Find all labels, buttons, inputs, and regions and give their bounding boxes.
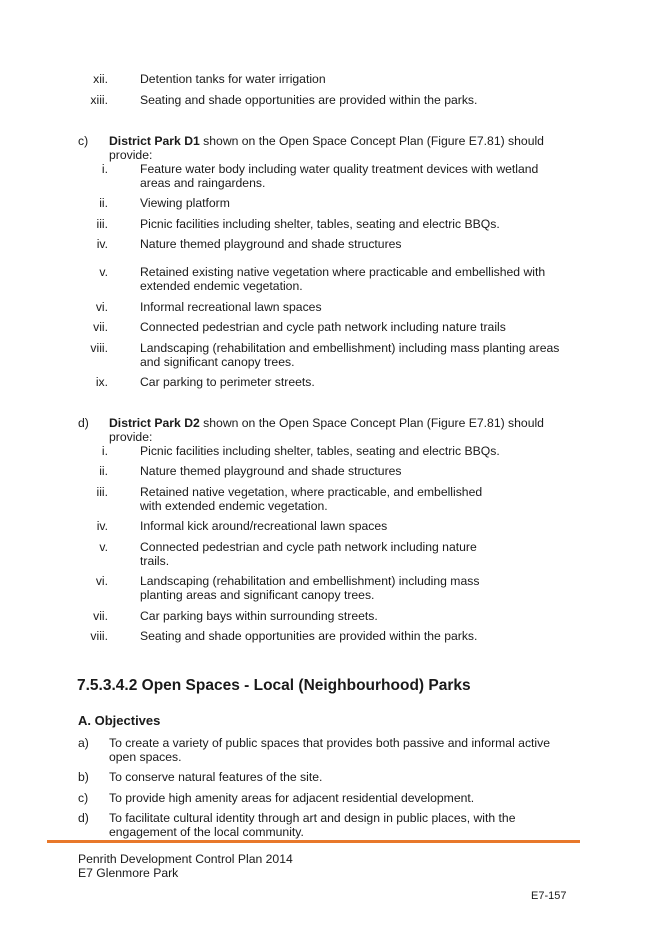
list-text: Informal kick around/recreational lawn spaces	[140, 519, 388, 533]
list-text: and significant canopy trees.	[140, 355, 295, 369]
footer-subtitle: E7 Glenmore Park	[78, 866, 179, 880]
footer-title: Penrith Development Control Plan 2014	[78, 852, 293, 866]
list-text: Seating and shade opportunities are provided within the parks.	[140, 629, 478, 643]
list-number: i.	[101, 444, 108, 458]
list-text: Connected pedestrian and cycle path network including nature	[140, 540, 477, 554]
list-text: with extended endemic vegetation.	[140, 499, 328, 513]
list-text: engagement of the local community.	[109, 825, 304, 839]
list-text: Connected pedestrian and cycle path network including nature trails	[140, 320, 506, 334]
footer-rule	[47, 840, 580, 843]
list-text: Informal recreational lawn spaces	[140, 300, 322, 314]
list-text: Nature themed playground and shade structures	[140, 464, 402, 478]
list-text: Picnic facilities including shelter, tables, seating and electric BBQs.	[140, 444, 500, 458]
list-text: To provide high amenity areas for adjacent residential development.	[109, 791, 475, 805]
list-number: iv.	[96, 519, 108, 533]
list-number: vi.	[95, 300, 108, 314]
list-text: Viewing platform	[140, 196, 230, 210]
list-letter: b)	[78, 770, 89, 784]
list-number: vii.	[93, 320, 108, 334]
list-text: trails.	[140, 554, 170, 568]
list-number: ii.	[99, 464, 108, 478]
list-letter: d)	[78, 811, 89, 825]
intro-line2: provide:	[109, 148, 153, 162]
section-intro	[109, 416, 544, 430]
subsection-heading: A. Objectives	[78, 713, 161, 728]
list-text: To create a variety of public spaces that provides both passive and informal active	[109, 736, 551, 750]
list-text: Landscaping (rehabilitation and embellishment) including mass	[140, 574, 480, 588]
list-text: Seating and shade opportunities are provided within the parks.	[140, 93, 478, 107]
list-text: To conserve natural features of the site.	[109, 770, 323, 784]
list-text: Landscaping (rehabilitation and embellishment) including mass planting areas	[140, 341, 560, 355]
intro-line2: provide:	[109, 430, 153, 444]
park-name: District Park D2	[109, 416, 200, 430]
list-number: viii.	[90, 629, 108, 643]
list-number: vi.	[95, 574, 108, 588]
list-number: vii.	[93, 609, 108, 623]
list-number: v.	[99, 265, 108, 279]
section-letter: d)	[78, 416, 89, 430]
page-number: E7-157	[531, 890, 567, 902]
list-number: iii.	[96, 217, 108, 231]
list-number: v.	[99, 540, 108, 554]
list-text: Picnic facilities including shelter, tables, seating and electric BBQs.	[140, 217, 500, 231]
list-letter: a)	[78, 736, 89, 750]
list-number: iv.	[96, 237, 108, 251]
list-text: areas and raingardens.	[140, 176, 266, 190]
list-letter: c)	[78, 791, 89, 805]
section-letter: c)	[78, 134, 89, 148]
list-number: xii.	[93, 72, 108, 86]
list-text: Detention tanks for water irrigation	[140, 72, 326, 86]
list-number: xiii.	[90, 93, 108, 107]
list-number: viii.	[90, 341, 108, 355]
list-text: Feature water body including water quality treatment devices with wetland	[140, 162, 539, 176]
section-intro	[109, 134, 544, 148]
list-text: Nature themed playground and shade structures	[140, 237, 402, 251]
list-text: Retained existing native vegetation where practicable and embellished with	[140, 265, 546, 279]
intro-rest: shown on the Open Space Concept Plan (Figure E7.81) should	[199, 416, 544, 430]
list-text: Car parking bays within surrounding streets.	[140, 609, 378, 623]
list-number: i.	[101, 162, 108, 176]
list-number: ix.	[95, 375, 108, 389]
list-text: open spaces.	[109, 750, 182, 764]
section-heading: 7.5.3.4.2 Open Spaces - Local (Neighbourhood) Parks	[77, 677, 471, 694]
list-text: Retained native vegetation, where practicable, and embellished	[140, 485, 483, 499]
list-text: planting areas and significant canopy trees.	[140, 588, 375, 602]
list-text: extended endemic vegetation.	[140, 279, 303, 293]
list-text: To facilitate cultural identity through art and design in public places, with the	[109, 811, 516, 825]
list-number: ii.	[99, 196, 108, 210]
intro-rest: shown on the Open Space Concept Plan (Figure E7.81) should	[199, 134, 544, 148]
park-name: District Park D1	[109, 134, 200, 148]
list-text: Car parking to perimeter streets.	[140, 375, 315, 389]
list-number: iii.	[96, 485, 108, 499]
